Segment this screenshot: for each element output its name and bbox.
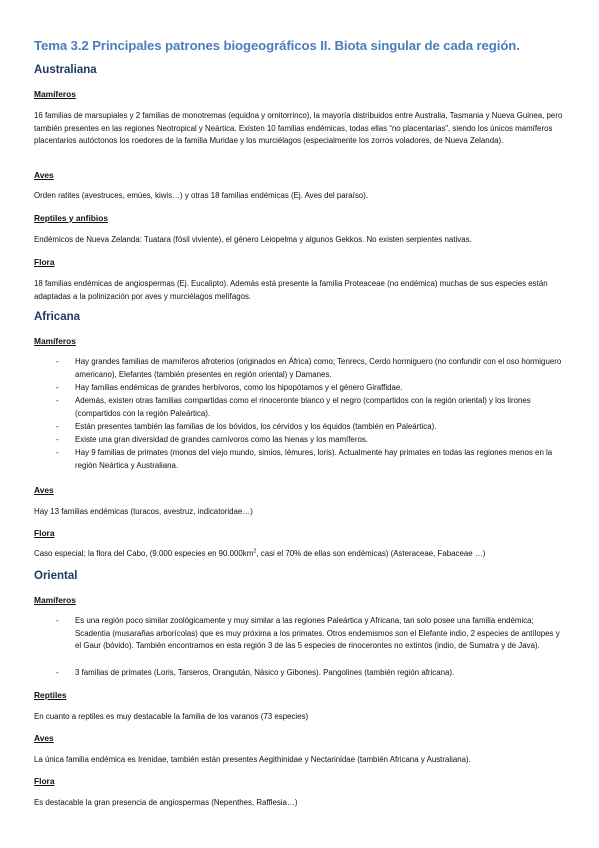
section-heading-australiana: Australiana — [34, 64, 97, 76]
paragraph-africana-flora: Caso especial; la flora del Cabo, (9.000 especies en $90.000km^2$, casi el 70% de ellas son endémicas) (Asteraceae, Fabaceae …) — [34, 548, 486, 558]
subheading-aves: Aves — [34, 733, 54, 743]
section-heading-africana: Africana — [34, 311, 81, 323]
subheading-aves: Aves — [34, 485, 54, 495]
bullet-dash: - — [56, 435, 59, 444]
list-item: - Además, existen otras familias compartidas como el rinoceronte blanco y el negro (compartidos con la región oriental) y los lirones (compartidos con la región Paleártica). — [56, 396, 531, 418]
list-item: - Existe una gran diversidad de grandes carnívoros como las hienas y los mamíferos. — [75, 434, 565, 447]
paragraph-oriental-aves: La única familia endémica es Irenidae, también están presentes Aegithinidae y Nectarinidae (también Africana y Australiana). — [34, 755, 471, 764]
subheading-flora: Flora — [34, 257, 55, 267]
bullet-dash: - — [56, 422, 59, 431]
paragraph-oriental-flora: Es destacable la gran presencia de angiospermas (Nepenthes, Rafflesia…) — [34, 798, 298, 807]
list-item: - Es una región poco similar zoológicamente y muy similar a las regiones Paleártica y Africana, tan solo posee una familia endémica; Scadentia (musarañas arborícolas) que es muy próxima a los primates. Otros endemismos son el Elefante indio, 2 especies de antílopes y el Gaur (bóvido). También encontramos en esta región 3 de las 5 especies de rinocerontes no extintos (indio, de Sumatra y de Java). — [56, 616, 560, 651]
paragraph-oriental-reptiles: En cuanto a reptiles es muy destacable la familia de los varanos (73 especies) — [34, 712, 309, 721]
bullet-dash: - — [56, 616, 59, 625]
paragraph-africana-aves: Hay 13 familias endémicas (turacos, avestruz, indicatoridae…) — [34, 507, 253, 516]
bullet-dash: - — [56, 668, 59, 677]
subheading-flora: Flora — [34, 528, 55, 538]
bullet-dash: - — [56, 448, 59, 457]
list-item: - Están presentes también las familias de los bóvidos, los cérvidos y los équidos (también en Paleártica). — [75, 421, 565, 434]
paragraph-australiana-flora: 18 familias endémicas de angiospermas (Ej. Eucalipto). Además está presente la familia Proteaceae (no endémica) muchas de sus especies están adaptadas a la polinización por aves y murciélagos melífagos. — [34, 279, 548, 301]
bullet-dash: - — [56, 396, 59, 405]
list-item: - Hay familias endémicas de grandes herbívoros, como los hipopótamos y el género Giraffidae. — [75, 382, 565, 395]
bullet-dash: - — [56, 357, 59, 366]
document-title: Tema 3.2 Principales patrones biogeográficos II. Biota singular de cada región. — [34, 38, 520, 53]
list-item: - Hay grandes familias de mamíferos afroterios (originados en África) como; Tenrecs, Cerdo hormiguero (no confundir con el oso hormiguero americano), Elefantes (también presentes en región oriental) y Damanes. — [56, 357, 562, 379]
list-item: - 3 familias de primates (Loris, Tarseros, Orangután, Násico y Gibones). Pangolines (también región africana). — [75, 667, 565, 680]
list-item: - Hay 9 familias de primates (monos del viejo mundo, simios, lémures, loris). Actualmente hay primates en todas las regiones menos en la región Neártica y Australiana. — [56, 448, 553, 470]
paragraph-australiana-reptiles: Endémicos de Nueva Zelanda: Tuatara (fósil viviente), el género Leiopelma y algunos Gekkos. No existen serpientes nativas. — [34, 235, 472, 244]
subheading-aves: Aves — [34, 170, 54, 180]
subheading-mamiferos: Mamíferos — [34, 89, 76, 99]
subheading-mamiferos: Mamíferos — [34, 336, 76, 346]
subheading-reptiles: Reptiles — [34, 690, 67, 700]
subheading-mamiferos: Mamíferos — [34, 595, 76, 605]
section-heading-oriental: Oriental — [34, 570, 78, 582]
paragraph-australiana-mamiferos: 16 familias de marsupiales y 2 familias de monotremas (equidna y ornitorrinco), la mayoría distribuidos entre Australia, Tasmania y Nueva Guinea, pero también presentes en las regiones Neotropical y Neártica. Existen 10 familias endémicas, todas ellas “no placentarias”, siendo los únicos mamíferos placentarios autóctonos los roedores de la familia Muridae y los murciélagos (especialmente los zorros voladores, de Nueva Zelanda). — [34, 111, 563, 146]
subheading-flora: Flora — [34, 776, 55, 786]
subheading-reptiles-anfibios: Reptiles y anfibios — [34, 213, 108, 223]
bullet-dash: - — [56, 383, 59, 392]
paragraph-australiana-aves: Orden ratites (avestruces, emúes, kiwis…) y otras 18 familias endémicas (Ej. Aves del paraíso). — [34, 191, 369, 200]
